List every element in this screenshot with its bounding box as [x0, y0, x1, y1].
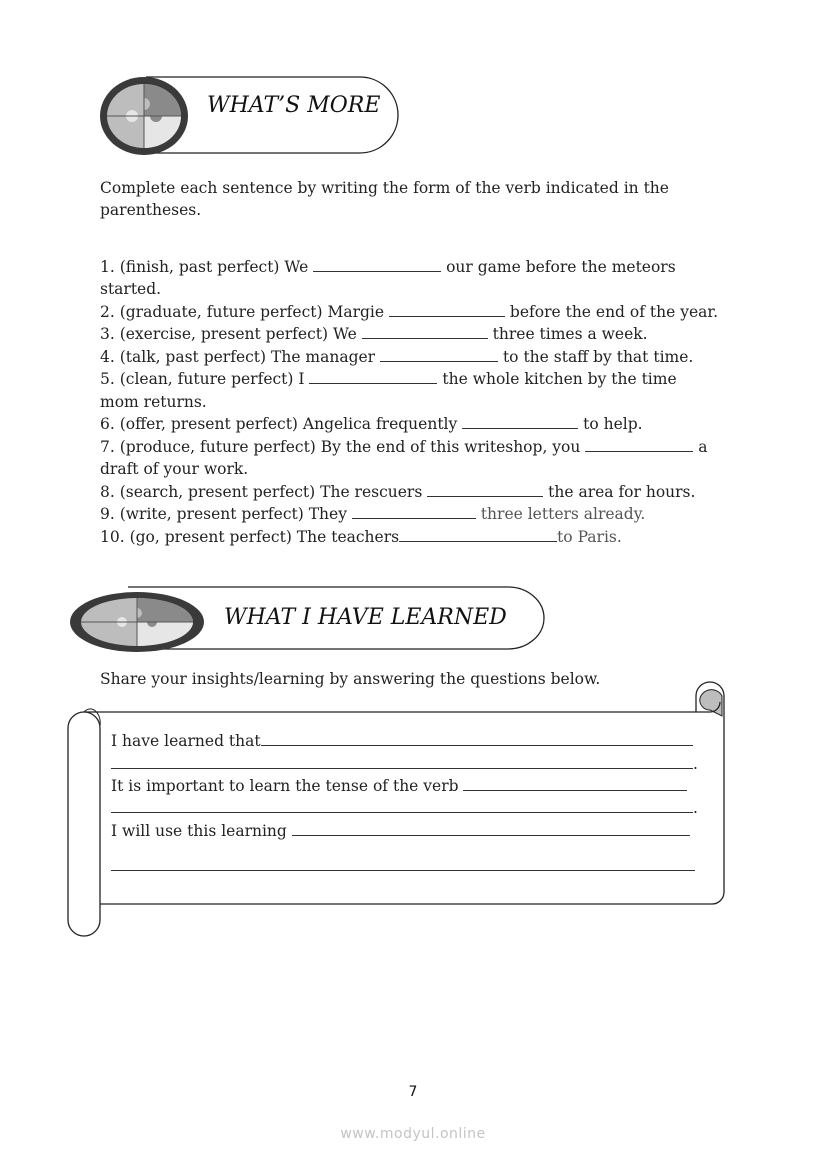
item-8-blank[interactable] [427, 481, 543, 497]
prompt-1-blank-2[interactable] [111, 753, 693, 769]
item-2-blank[interactable] [389, 301, 505, 317]
item-7-continuation: draft of your work. [100, 460, 249, 478]
instruction-line-2: parentheses. [100, 201, 202, 219]
item-10-blank[interactable] [399, 526, 557, 542]
prompt-3-line-2 [111, 855, 695, 875]
prompt-3-blank[interactable] [292, 820, 690, 836]
prompt-2-label: It is important to learn the tense of the verb [111, 777, 459, 795]
item-4-blank[interactable] [380, 346, 498, 362]
item-5-continuation: mom returns. [100, 393, 207, 411]
prompt-3-blank-2[interactable] [111, 855, 695, 871]
prompt-1-blank[interactable] [261, 730, 693, 746]
list-item [100, 323, 648, 346]
puzzle-icon [68, 589, 208, 655]
item-5-text-after: the whole kitchen by the time [437, 370, 677, 388]
line-end-period: . [693, 799, 698, 817]
item-5-blank[interactable] [309, 368, 437, 384]
item-6-text-after: to help. [578, 415, 643, 433]
item-9-blank[interactable] [352, 503, 476, 519]
list-item [100, 368, 677, 391]
prompt-2-blank[interactable] [463, 775, 687, 791]
prompt-2 [111, 775, 687, 795]
item-6-text: 6. (offer, present perfect) Angelica frequently [100, 415, 463, 433]
prompt-1-line-2 [111, 753, 698, 773]
list-item [100, 346, 693, 369]
item-2-text: 2. (graduate, future perfect) Margie [100, 303, 389, 321]
line-end-period: . [693, 755, 698, 773]
item-8-text: 8. (search, present perfect) The rescuers [100, 483, 428, 501]
item-8-text-after: the area for hours. [543, 483, 696, 501]
item-9-text: 9. (write, present perfect) They [100, 505, 352, 523]
item-1-blank[interactable] [313, 256, 441, 272]
item-10-text: 10. (go, present perfect) The teachers [100, 528, 400, 546]
list-item [100, 481, 695, 504]
prompt-2-blank-2[interactable] [111, 797, 693, 813]
item-4-text: 4. (talk, past perfect) The manager [100, 348, 381, 366]
item-1-text-after: our game before the meteors [441, 258, 676, 276]
item-3-blank[interactable] [362, 323, 488, 339]
prompt-2-line-2 [111, 797, 698, 817]
item-7-text-after: a [693, 438, 708, 456]
what-i-have-learned-title: WHAT I HAVE LEARNED [224, 605, 507, 630]
item-7-text: 7. (produce, future perfect) By the end of this writeshop, you [100, 438, 586, 456]
item-3-text-after: three times a week. [487, 325, 648, 343]
list-item [100, 413, 643, 436]
prompt-1-label: I have learned that [111, 732, 261, 750]
list-item [100, 503, 645, 526]
item-10-text-after: to Paris. [557, 528, 622, 546]
prompt-3-label: I will use this learning [111, 822, 287, 840]
list-item [100, 301, 718, 324]
list-item [100, 256, 676, 279]
whats-more-title: WHAT’S MORE [207, 93, 381, 118]
instruction-line-1: Complete each sentence by writing the form of the verb indicated in the [100, 179, 669, 197]
section2-instruction: Share your insights/learning by answering the questions below. [100, 670, 601, 688]
list-item [100, 526, 622, 549]
item-2-text-after: before the end of the year. [504, 303, 719, 321]
item-5-text: 5. (clean, future perfect) I [100, 370, 310, 388]
watermark: www.modyul.online [340, 1126, 486, 1142]
page-number: 7 [408, 1084, 418, 1100]
item-1-text: 1. (finish, past perfect) We [100, 258, 314, 276]
item-4-text-after: to the staff by that time. [498, 348, 694, 366]
item-3-text: 3. (exercise, present perfect) We [100, 325, 362, 343]
prompt-1 [111, 730, 693, 750]
item-1-continuation: started. [100, 280, 162, 298]
item-7-blank[interactable] [585, 436, 693, 452]
item-6-blank[interactable] [462, 413, 578, 429]
prompt-3 [111, 820, 690, 840]
puzzle-icon [98, 74, 194, 158]
item-9-text-after: three letters already. [475, 505, 646, 523]
list-item [100, 436, 707, 459]
